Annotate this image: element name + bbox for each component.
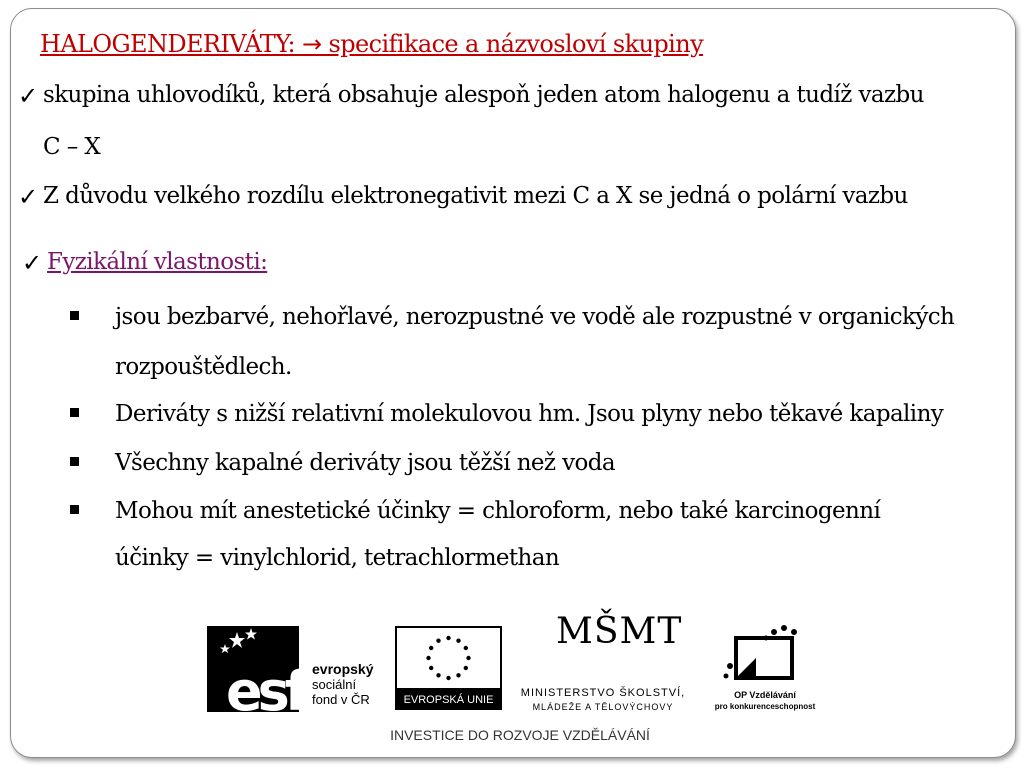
eu-flag-icon (395, 626, 502, 690)
bullet-1-line-1: skupina uhlovodíků, která obsahuje alespoň jeden atom halogenu a tudíž vazbu (43, 82, 924, 108)
subbullet-3: Všechny kapalné deriváty jsou těžší než voda (115, 450, 616, 476)
check-icon: ✓ (22, 249, 43, 277)
eu-label: EVROPSKÁ UNIE (395, 690, 502, 710)
title-main: HALOGENDERIVÁTY: (40, 30, 303, 58)
check-icon: ✓ (18, 82, 39, 110)
funding-logos (190, 612, 830, 752)
square-bullet-icon (70, 408, 79, 417)
msmt-line-2: MLÁDEŽE A TĚLOVÝCHOVY (532, 702, 674, 712)
esf-letters: esf (226, 660, 304, 723)
esf-line-1: evropský (312, 661, 374, 677)
square-bullet-icon (70, 311, 79, 320)
esf-logo (207, 626, 304, 723)
bullet-2: Z důvodu velkého rozdílu elektronegativit mezi C a X se jedná o polární vazbu (43, 183, 908, 209)
check-icon: ✓ (18, 183, 39, 211)
op-line-1: OP Vzdělávání (734, 690, 796, 700)
square-bullet-icon (70, 505, 79, 514)
esf-line-3: fond v ČR (312, 692, 370, 707)
investice-slogan: INVESTICE DO ROZVOJE VZDĚLÁVÁNÍ (390, 727, 650, 743)
square-bullet-icon (70, 457, 79, 466)
msmt-line-1: MINISTERSTVO ŠKOLSTVÍ, (520, 687, 686, 699)
subbullet-1-line-1: jsou bezbarvé, nehořlavé, nerozpustné ve vodě ale rozpustné v organických (115, 304, 955, 330)
subbullet-4-line-2: účinky = vinylchlorid, tetrachlormethan (115, 545, 560, 571)
title-sub: specifikace a názvosloví skupiny (321, 30, 704, 58)
subbullet-2: Deriváty s nižší relativní molekulovou hm. Jsou plyny nebo těkavé kapaliny (115, 401, 944, 427)
subheading-physical-properties: Fyzikální vlastnosti: (47, 249, 268, 275)
esf-line-2: sociální (312, 677, 357, 692)
subbullet-4-line-1: Mohou mít anestetické účinky = chloroform, nebo také karcinogenní (115, 498, 881, 524)
op-line-2: pro konkurenceschopnost (714, 702, 816, 711)
arrow-icon: → (302, 30, 322, 58)
subbullet-1-line-2: rozpouštědlech. (115, 354, 292, 380)
bullet-1-line-2: C – X (43, 134, 101, 160)
op-vzdelavani-icon (722, 620, 808, 690)
esf-text (312, 662, 373, 707)
slide-title (40, 30, 703, 58)
msmt-logo: MŠMT (556, 611, 683, 652)
